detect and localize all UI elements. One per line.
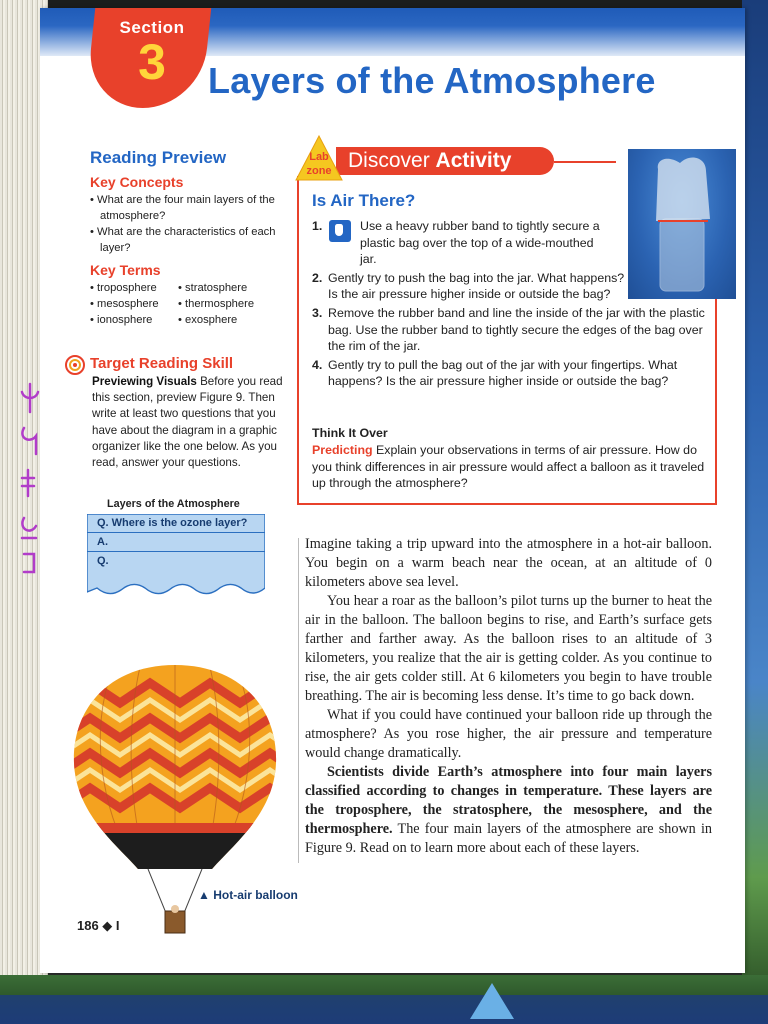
organizer-row: Q. Where is the ozone layer?	[87, 514, 265, 533]
body-text	[305, 535, 712, 858]
lab-zone-icon	[294, 134, 344, 182]
target-reading-skill-title: Target Reading Skill	[90, 355, 234, 372]
body-paragraph: You hear a roar as the balloon’s pilot turns up the burner to heat the air in the balloon. The balloon begins to rise, and Earth’s surface gets farther and farther away. As the balloon rises to an altitude of 3 kilometers, you realize that the air is getting colder. As you continue to rise, the air gets colder still. At 6 kilometers you begin to have trouble breathing. The air is becoming less dense. It’s time to go back down.	[305, 593, 712, 704]
activity-steps	[312, 218, 712, 392]
body-paragraph: What if you could have continued your balloon ride up through the atmosphere? As you rose higher, the air pressure and temperature would change dramatically.	[305, 707, 712, 761]
page-title: Layers of the Atmosphere	[208, 60, 656, 101]
think-it-over-title: Think It Over	[312, 426, 388, 440]
key-term: • troposphere	[90, 282, 157, 294]
key-term: • ionosphere	[90, 314, 153, 326]
activity-step: 1. Use a heavy rubber band to tightly secure a plastic bag over the top of a wide-mouthed jar.	[312, 219, 600, 267]
activity-step: 2. Gently try to push the bag into the jar. What happens? Is the air pressure higher inside or outside the bag?	[312, 270, 625, 302]
target-reading-skill-body: Previewing Visuals Before you read this section, preview Figure 9. Then write at least two questions that you have about the diagram in a graphic organizer like the one below. As you read, answer your questions.	[92, 375, 283, 470]
key-terms-title: Key Terms	[90, 262, 161, 278]
key-terms-list	[90, 280, 290, 328]
svg-text:Lab: Lab	[309, 151, 329, 163]
next-page-edge	[742, 0, 768, 975]
safety-hand-icon	[329, 220, 351, 242]
key-term: • stratosphere	[178, 282, 248, 294]
column-rule	[298, 538, 299, 863]
key-concept-item: • What are the characteristics of each layer?	[90, 226, 276, 254]
svg-text:zone: zone	[306, 165, 332, 177]
section-number: 3	[138, 34, 166, 90]
organizer-row: A.	[87, 533, 265, 552]
activity-step: 4. Gently try to pull the bag out of the jar with your fingertips. What happens? Is the air pressure higher inside or outside the bag?	[312, 357, 678, 389]
page-number: 186 ◆ I	[77, 918, 120, 933]
target-icon	[64, 354, 86, 376]
predicting-paragraph: Predicting Explain your observations in terms of air pressure. How do you think differences in air pressure would affect a balloon as it traveled up through the atmosphere?	[312, 443, 705, 491]
handwritten-marks	[0, 378, 40, 578]
key-term: • thermosphere	[178, 298, 255, 310]
section-label: Section	[119, 18, 185, 37]
balloon-caption: ▲ Hot-air balloon	[198, 888, 298, 902]
activity-title: Is Air There?	[312, 191, 416, 210]
cover-triangle	[470, 983, 514, 1019]
body-paragraph: Scientists divide Earth’s atmosphere into four main layers classified according to changes in temperature. These layers are the troposphere, the stratosphere, the mesosphere, and the thermosphere. The four main layers of the atmosphere are shown in Figure 9. Read on to learn more about each of these layers.	[305, 764, 712, 856]
reading-preview-title: Reading Preview	[90, 148, 227, 167]
book-cover-bottom	[0, 975, 768, 1024]
key-term: • mesosphere	[90, 298, 159, 310]
body-paragraph: Imagine taking a trip upward into the atmosphere in a hot-air balloon. You begin on a warm beach near the ocean, at an altitude of 0 kilometers above sea level.	[305, 536, 712, 590]
discover-activity-title: Discover Activity	[348, 149, 512, 172]
key-concept-item: • What are the four main layers of the atmosphere?	[90, 194, 275, 222]
textbook-page	[40, 8, 745, 973]
activity-step: 3. Remove the rubber band and line the inside of the jar with the plastic bag. Use the rubber band to tightly secure the edges of the bag over the rim of the jar.	[312, 305, 705, 354]
reading-preview	[90, 148, 290, 328]
organizer-title: Layers of the Atmosphere	[107, 498, 240, 510]
key-term: • exosphere	[178, 314, 238, 326]
organizer-row: Q.	[97, 555, 109, 567]
key-concepts-title: Key Concepts	[90, 174, 184, 190]
